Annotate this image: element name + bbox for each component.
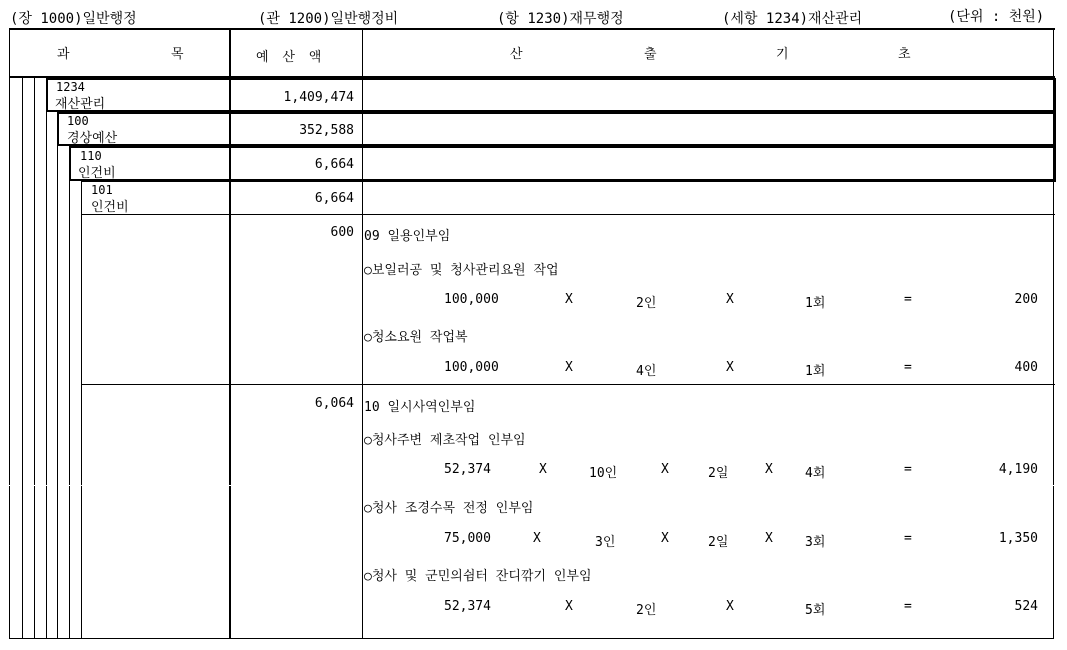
calc-op: X <box>565 292 573 307</box>
calc-value: 4회 <box>805 466 826 481</box>
row-bottom-101 <box>81 214 1055 215</box>
calc-op: X <box>765 531 773 546</box>
calc-value: 2일 <box>708 466 729 481</box>
item-title: 10 일시사역인부임 <box>364 400 476 415</box>
calc-op: = <box>904 462 912 477</box>
calc-op: X <box>533 531 541 546</box>
calc-result: 524 <box>1014 599 1038 614</box>
indent-line <box>81 180 82 639</box>
indent-line <box>46 77 47 639</box>
item-title: 09 일용인부임 <box>364 229 451 244</box>
indent-line <box>69 146 70 639</box>
row-name: 재산관리 <box>55 97 106 112</box>
calc-value: 2일 <box>708 535 729 550</box>
col-budget: 예 산 액 <box>256 50 325 65</box>
row-name: 인건비 <box>91 200 129 215</box>
col-basis-3: 기 <box>776 47 789 62</box>
col-gwamok-1: 과 <box>57 47 70 62</box>
row-box-1234 <box>46 78 1056 112</box>
calc-value: 1회 <box>805 364 826 379</box>
calc-op: X <box>765 462 773 477</box>
row-amount: 1,409,474 <box>283 90 354 105</box>
calc-value: 3회 <box>805 535 826 550</box>
indent-line <box>34 77 35 639</box>
item-amount: 6,064 <box>314 396 354 411</box>
item-desc: ○청사 조경수목 전정 인부임 <box>364 501 534 516</box>
item-amount: 600 <box>330 225 354 240</box>
calc-value: 2인 <box>636 603 657 618</box>
calc-value: 3인 <box>595 535 616 550</box>
col-gwamok-2: 목 <box>171 47 184 62</box>
item-desc: ○청사주변 제초작업 인부임 <box>364 433 526 448</box>
page-break-line <box>9 485 1055 486</box>
calc-op: X <box>726 360 734 375</box>
calc-op: = <box>904 360 912 375</box>
col-basis-1: 산 <box>510 47 523 62</box>
header-gwan: (관 1200)일반행정비 <box>258 11 399 27</box>
row-amount: 6,664 <box>314 191 354 206</box>
row-name: 인건비 <box>78 166 116 181</box>
row-amount: 352,588 <box>299 123 354 138</box>
calc-value: 2인 <box>636 296 657 311</box>
calc-result: 400 <box>1014 360 1038 375</box>
row-name: 경상예산 <box>67 131 118 146</box>
calc-result: 200 <box>1014 292 1038 307</box>
calc-value: 52,374 <box>444 599 491 614</box>
calc-value: 1회 <box>805 296 826 311</box>
item-desc: ○청사 및 군민의쉼터 잔디깎기 인부임 <box>364 569 592 584</box>
calc-value: 100,000 <box>444 360 499 375</box>
calc-value: 10인 <box>589 466 618 481</box>
calc-op: = <box>904 292 912 307</box>
item-desc: ○청소요원 작업복 <box>364 330 468 345</box>
calc-value: 100,000 <box>444 292 499 307</box>
calc-value: 4인 <box>636 364 657 379</box>
col-basis-2: 출 <box>644 47 657 62</box>
item-separator <box>81 384 1055 385</box>
row-amount: 6,664 <box>314 157 354 172</box>
calc-result: 1,350 <box>998 531 1038 546</box>
calc-op: X <box>661 462 669 477</box>
row-code: 1234 <box>56 80 85 94</box>
header-jang: (장 1000)일반행정 <box>10 11 137 27</box>
calc-op: X <box>726 292 734 307</box>
calc-op: X <box>726 599 734 614</box>
calc-result: 4,190 <box>998 462 1038 477</box>
calc-op: = <box>904 531 912 546</box>
col-basis-4: 초 <box>898 47 911 62</box>
indent-line <box>22 77 23 639</box>
indent-line <box>57 112 58 639</box>
calc-op: X <box>661 531 669 546</box>
table-top-border <box>9 28 1055 30</box>
calc-op: X <box>565 360 573 375</box>
row-code: 101 <box>91 183 113 197</box>
row-code: 100 <box>67 114 89 128</box>
calc-value: 5회 <box>805 603 826 618</box>
row-box-110 <box>69 146 1056 181</box>
item-desc: ○보일러공 및 청사관리요원 작업 <box>364 263 559 278</box>
row-box-101 <box>81 180 1056 215</box>
header-hang: (항 1230)재무행정 <box>497 11 624 27</box>
calc-op: X <box>539 462 547 477</box>
calc-op: X <box>565 599 573 614</box>
calc-op: = <box>904 599 912 614</box>
header-sehang: (세항 1234)재산관리 <box>722 11 863 27</box>
calc-value: 52,374 <box>444 462 491 477</box>
calc-value: 75,000 <box>444 531 491 546</box>
row-box-100 <box>57 112 1056 146</box>
header-unit: (단위 : 천원) <box>948 9 1045 25</box>
row-code: 110 <box>80 149 102 163</box>
